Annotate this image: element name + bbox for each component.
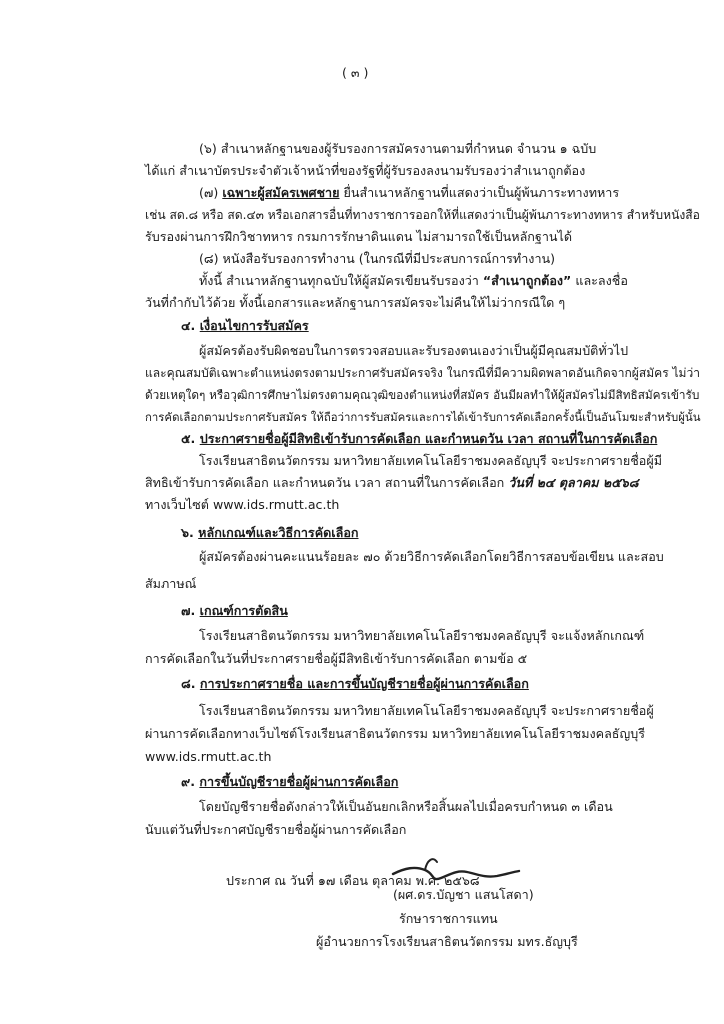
section-9-line-2: นับแต่วันที่ประกาศบัญชีรายชื่อผู้ผ่านการคัดเลือก — [145, 822, 407, 837]
signatory-name: (ผศ.ดร.บัญชา แสนโสดา) — [393, 887, 534, 902]
item-6-line-1: (๖) สำเนาหลักฐานของผู้รับรองการสมัครงานตามที่กำหนด จำนวน ๑ ฉบับ — [199, 141, 597, 156]
section-6-line-2: สัมภาษณ์ — [145, 576, 197, 591]
section-8-line-2: ผ่านการคัดเลือกทางเว็บไซต์โรงเรียนสาธิตนวัตกรรม มหาวิทยาลัยเทคโนโลยีราชมงคลธัญบุรี — [145, 726, 645, 741]
section-8-line-1: โรงเรียนสาธิตนวัตกรรม มหาวิทยาลัยเทคโนโลยีราชมงคลธัญบุรี จะประกาศรายชื่อผู้ — [199, 703, 654, 718]
note-text-a: ทั้งนี้ สำเนาหลักฐานทุกฉบับให้ผู้สมัครเขียนรับรองว่า — [199, 273, 483, 288]
section-9-heading — [181, 772, 398, 792]
section-6-line-1: ผู้สมัครต้องผ่านคะแนนร้อยละ ๗๐ ด้วยวิธีการคัดเลือกโดยวิธีการสอบข้อเขียน และสอบ — [199, 549, 664, 564]
section-4-title: เงื่อนไขการรับสมัคร — [199, 318, 309, 333]
item-7-number: (๗) — [199, 185, 223, 200]
section-8-line-3: www.ids.rmutt.ac.th — [145, 749, 272, 764]
section-4-line-2: และคุณสมบัติเฉพาะตำแหน่งตรงตามประกาศรับสมัครจริง ในกรณีที่มีความผิดพลาดอันเกิดจากผู้สมัคร ไม่ว่า — [145, 366, 701, 380]
section-9-number: ๙. — [181, 774, 200, 789]
section-8-number: ๘. — [181, 676, 200, 691]
section-5-heading — [181, 429, 657, 449]
section-8-heading — [181, 674, 529, 694]
section-4-number: ๔. — [181, 318, 200, 333]
item-7-text: ยื่นสำเนาหลักฐานที่แสดงว่าเป็นผู้พ้นภาระทางทหาร — [339, 185, 620, 200]
section-7-number: ๗. — [181, 603, 200, 618]
section-6-title: หลักเกณฑ์และวิธีการคัดเลือก — [198, 525, 359, 540]
signature-stroke — [393, 868, 519, 879]
section-5-line-1: โรงเรียนสาธิตนวัตกรรม มหาวิทยาลัยเทคโนโลยีราชมงคลธัญบุรี จะประกาศรายชื่อผู้มี — [199, 453, 663, 468]
section-5-number: ๕. — [181, 431, 200, 446]
signatory-role-2: ผู้อำนวยการโรงเรียนสาธิตนวัตกรรม มทร.ธัญบุรี — [316, 934, 578, 949]
section-9-line-1: โดยบัญชีรายชื่อดังกล่าวให้เป็นอันยกเลิกหรือสิ้นผลไปเมื่อครบกำหนด ๓ เดือน — [199, 799, 613, 814]
section-7-title: เกณฑ์การตัดสิน — [199, 603, 288, 618]
item-6-line-2: ได้แก่ สำเนาบัตรประจำตัวเจ้าหน้าที่ของรัฐที่ผู้รับรองลงนามรับรองว่าสำเนาถูกต้อง — [145, 163, 586, 178]
section-6-number: ๖. — [181, 525, 199, 540]
section-5-date: วันที่ ๒๔ ตุลาคม ๒๕๖๘ — [508, 475, 639, 490]
item-7-line-2: เช่น สด.๘ หรือ สด.๔๓ หรือเอกสารอื่นที่ทางราชการออกให้ที่แสดงว่าเป็นผู้พ้นภาระทางทหาร สำหรับหนังสือ — [145, 208, 700, 222]
section-7-line-2: การคัดเลือกในวันที่ประกาศรายชื่อผู้มีสิทธิเข้ารับการคัดเลือก ตามข้อ ๕ — [145, 651, 528, 666]
section-7-heading — [181, 601, 288, 621]
section-4-heading — [181, 316, 309, 336]
note-text-b: และลงชื่อ — [571, 273, 628, 288]
note-bold-text: “สำเนาถูกต้อง” — [482, 273, 572, 288]
signatory-role-1: รักษาราชการแทน — [399, 911, 498, 926]
section-9-title: การขึ้นบัญชีรายชื่อผู้ผ่านการคัดเลือก — [199, 774, 399, 789]
page-number: ( ๓ ) — [342, 65, 369, 80]
section-5-title: ประกาศรายชื่อผู้มีสิทธิเข้ารับการคัดเลือก และกำหนดวัน เวลา สถานที่ในการคัดเลือก — [199, 431, 658, 446]
note-line-1 — [199, 271, 628, 291]
section-5-line-3: ทางเว็บไซต์ www.ids.rmutt.ac.th — [145, 497, 340, 512]
note-line-2: วันที่กำกับไว้ด้วย ทั้งนี้เอกสารและหลักฐานการสมัครจะไม่คืนให้ไม่ว่ากรณีใด ๆ — [145, 295, 566, 310]
section-8-title: การประกาศรายชื่อ และการขึ้นบัญชีรายชื่อผู้ผ่านการคัดเลือก — [199, 676, 529, 691]
item-8-line: (๘) หนังสือรับรองการทำงาน (ในกรณีที่มีประสบการณ์การทำงาน) — [199, 251, 556, 266]
announcement-date: ประกาศ ณ วันที่ ๑๗ เดือน ตุลาคม พ.ศ. ๒๕๖๘ — [226, 873, 480, 888]
section-7-line-1: โรงเรียนสาธิตนวัตกรรม มหาวิทยาลัยเทคโนโลยีราชมงคลธัญบุรี จะแจ้งหลักเกณฑ์ — [199, 628, 645, 643]
item-7-line-1 — [199, 183, 619, 203]
section-5-text: สิทธิเข้ารับการคัดเลือก และกำหนดวัน เวลา สถานที่ในการคัดเลือก — [145, 475, 509, 490]
section-5-line-2 — [145, 473, 638, 493]
section-4-line-4: การคัดเลือกตามประกาศรับสมัคร ให้ถือว่าการรับสมัครและการได้เข้ารับการคัดเลือกครั้งนี้เป็นอันโมฆะสำหรับผู้นั้น — [145, 410, 701, 424]
signature-flourish — [425, 859, 437, 870]
section-4-line-1: ผู้สมัครต้องรับผิดชอบในการตรวจสอบและรับรองตนเองว่าเป็นผู้มีคุณสมบัติทั่วไป — [199, 343, 629, 358]
section-4-line-3: ด้วยเหตุใดๆ หรือวุฒิการศึกษาไม่ตรงตามคุณวุฒิของตำแหน่งที่สมัคร อันมีผลทำให้ผู้สมัครไม่มีสิทธิสมัครเข้ารับ — [145, 388, 700, 402]
item-7-line-3: รับรองผ่านการฝึกวิชาทหาร กรมการรักษาดินแดน ไม่สามารถใช้เป็นหลักฐานได้ — [145, 229, 573, 244]
section-6-heading — [181, 523, 359, 543]
item-7-bold-label: เฉพาะผู้สมัครเพศชาย — [222, 185, 340, 200]
